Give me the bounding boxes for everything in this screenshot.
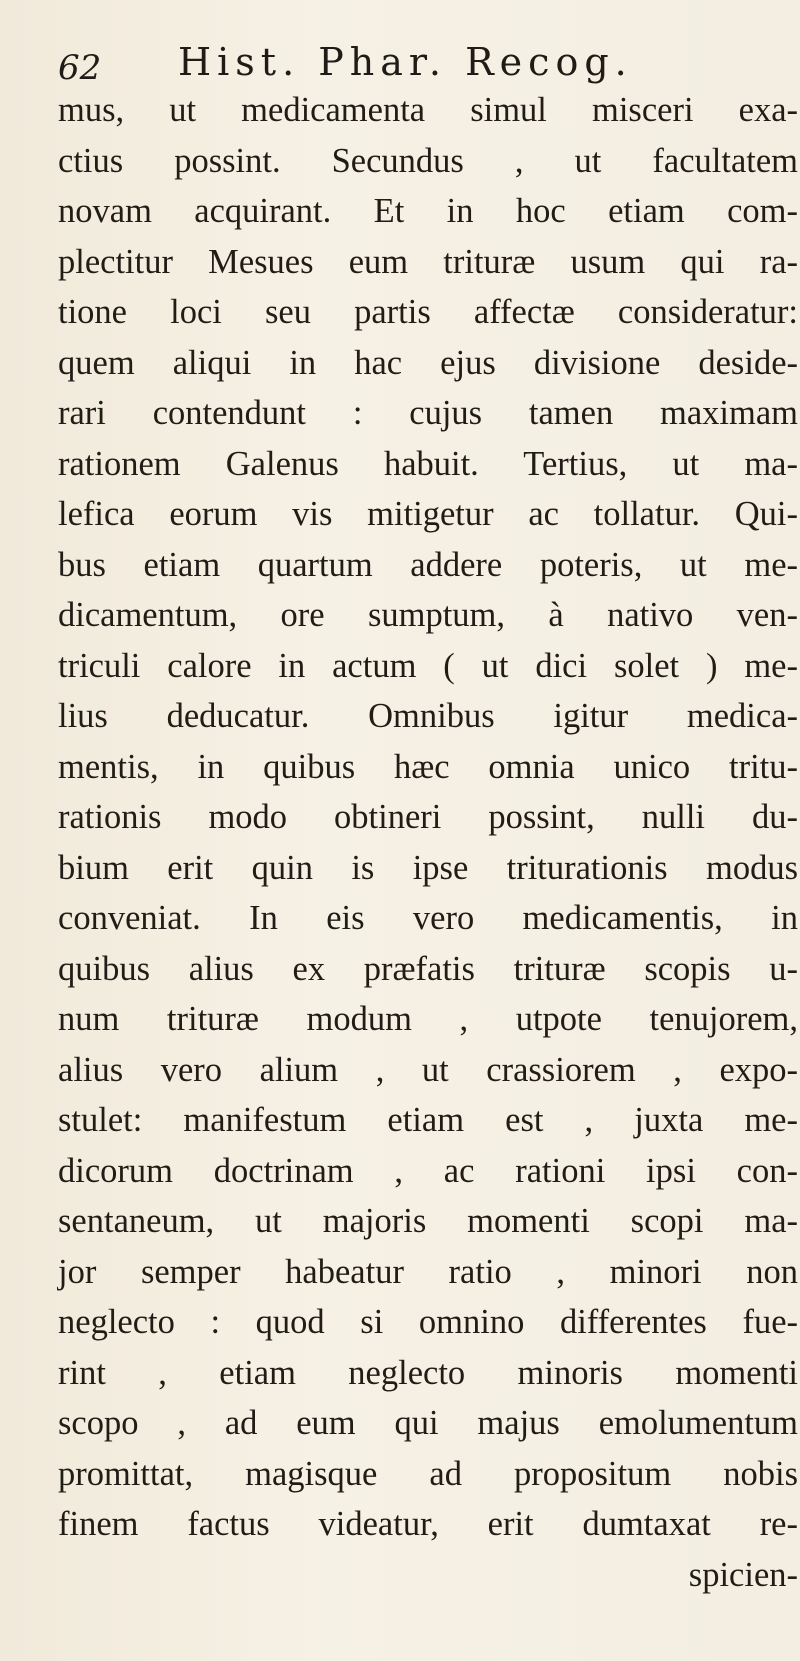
catchword: spicien- <box>688 1555 798 1594</box>
text-line: ctius possint. Secundus , ut facultatem <box>58 141 798 180</box>
text-line: bium erit quin is ipse triturationis modus <box>58 848 798 887</box>
text-line: plectitur Mesues eum trituræ usum qui ra- <box>58 242 798 281</box>
body-text <box>58 85 798 1600</box>
text-line: scopo , ad eum qui majus emolumentum <box>58 1404 798 1442</box>
text-line: alius vero alium , ut crassiorem , expo- <box>58 1050 798 1089</box>
text-line: mentis, in quibus hæc omnia unico tritu- <box>58 747 798 786</box>
text-line: quem aliqui in hac ejus divisione deside- <box>58 343 798 382</box>
text-line: mus, ut medicamenta simul misceri exa- <box>58 91 798 129</box>
text-line: rationis modo obtineri possint, nulli du- <box>58 798 798 836</box>
text-line: novam acquirant. Et in hoc etiam com- <box>58 192 798 230</box>
text-line: lius deducatur. Omnibus igitur medica- <box>58 697 798 735</box>
text-line: conveniat. In eis vero medicamentis, in <box>58 899 798 937</box>
text-line: jor semper habeatur ratio , minori non <box>58 1252 798 1291</box>
text-line: sentaneum, ut majoris momenti scopi ma- <box>58 1202 798 1240</box>
text-line: dicorum doctrinam , ac rationi ipsi con- <box>58 1151 798 1190</box>
text-line: rint , etiam neglecto minoris momenti <box>58 1353 798 1392</box>
text-line: finem factus videatur, erit dumtaxat re- <box>58 1505 798 1543</box>
text-line: neglecto : quod si omnino differentes fue- <box>58 1303 798 1341</box>
text-line: dicamentum, ore sumptum, à nativo ven- <box>58 596 798 634</box>
text-line: triculi calore in actum ( ut dici solet ) me- <box>58 646 798 685</box>
text-line: lefica eorum vis mitigetur ac tollatur. Qui- <box>58 495 798 533</box>
page-header <box>58 40 798 90</box>
text-line: num trituræ modum , utpote tenujorem, <box>58 1000 798 1038</box>
text-line: rationem Galenus habuit. Tertius, ut ma- <box>58 444 798 483</box>
text-line: quibus alius ex præfatis trituræ scopis u- <box>58 949 798 988</box>
page-number: 62 <box>58 48 102 88</box>
text-line: promittat, magisque ad propositum nobis <box>58 1454 798 1493</box>
text-line: rari contendunt : cujus tamen maximam <box>58 394 798 432</box>
running-head: Hist. Phar. Recog. <box>178 40 633 84</box>
text-line: tione loci seu partis affectæ consideratur: <box>58 293 798 331</box>
text-line: stulet: manifestum etiam est , juxta me- <box>58 1101 798 1139</box>
text-line: bus etiam quartum addere poteris, ut me- <box>58 545 798 584</box>
